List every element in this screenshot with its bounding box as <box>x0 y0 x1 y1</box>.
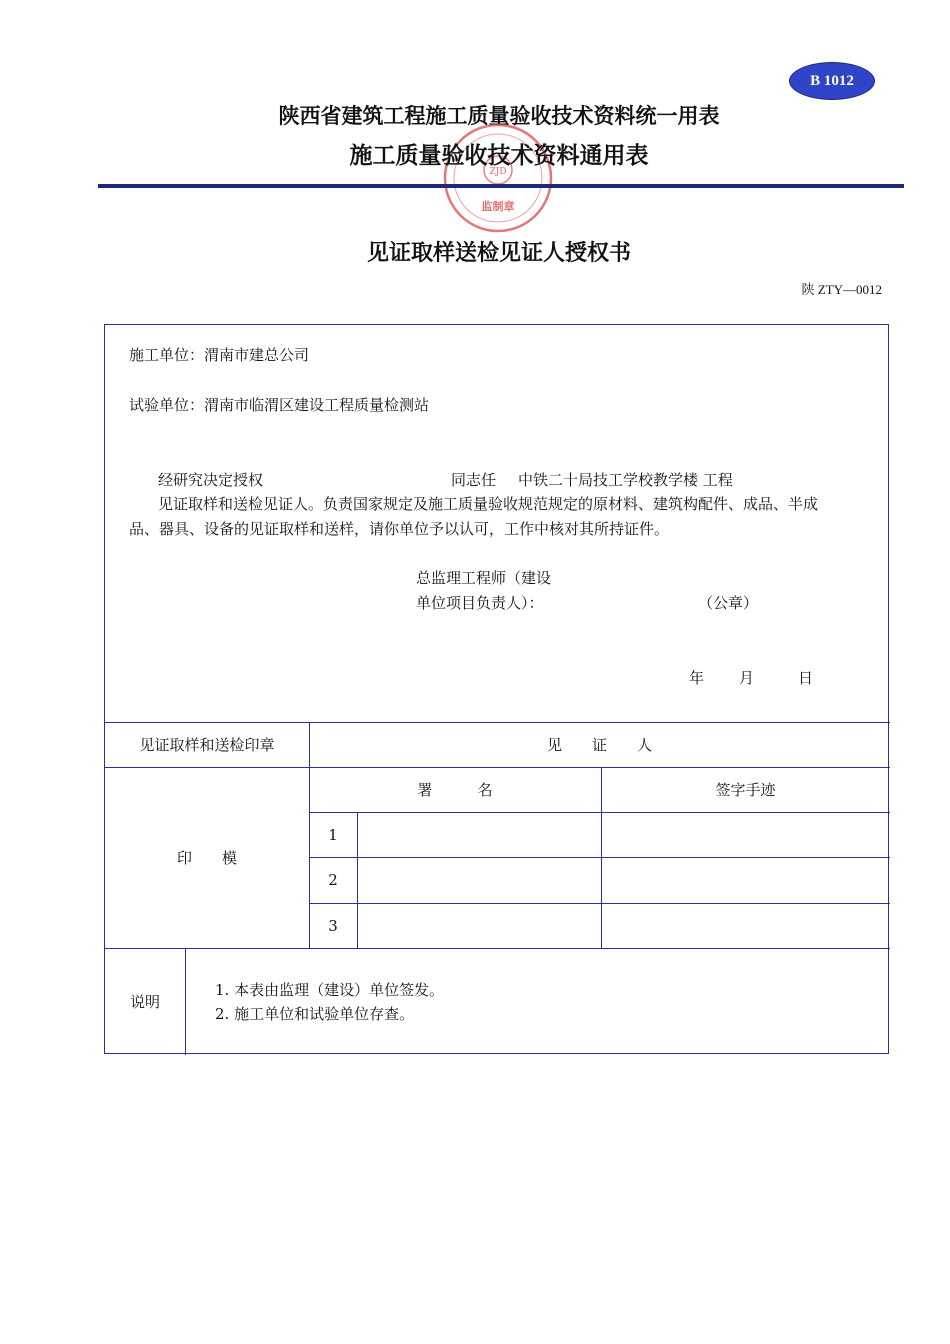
auth-body-line2: 品、器具、设备的见证取样和送样，请你单位予以认可，工作中核对其所持证件。 <box>129 520 670 538</box>
signer-line1: 总监理工程师（建设 <box>416 569 552 587</box>
date-month: 月 <box>739 669 755 687</box>
seal-center-text: ZJD <box>489 167 507 177</box>
sub-title: 施工质量验收技术资料通用表 <box>349 143 649 169</box>
testing-unit: 试验单位：渭南市临渭区建设工程质量检测站 <box>129 396 430 414</box>
auth-comrade: 同志任 <box>451 471 497 489</box>
authorization-form <box>104 324 889 1054</box>
grid-line <box>185 948 186 1055</box>
auth-prefix: 经研究决定授权 <box>158 471 264 489</box>
stamp-mold-label: 印 模 <box>176 849 237 867</box>
header-divider <box>98 184 904 188</box>
document-title: 见证取样送检见证人授权书 <box>366 241 631 266</box>
date-day: 日 <box>798 669 814 687</box>
seal-bottom-text: 监制章 <box>481 200 515 213</box>
signer-line2: 单位项目负责人）： <box>416 594 544 612</box>
notes-label: 说明 <box>129 993 160 1011</box>
main-title: 陕西省建筑工程施工质量验收技术资料统一用表 <box>278 104 720 128</box>
grid-line <box>309 812 890 813</box>
note-item: 1. 本表由监理（建设）单位签发。 <box>215 981 445 999</box>
witness-header: 见 证 人 <box>546 736 652 754</box>
stamp-header: 见证取样和送检印章 <box>139 736 275 754</box>
grid-line <box>357 812 358 948</box>
witness-row-number: 3 <box>328 917 338 935</box>
witness-row-number: 1 <box>328 826 338 844</box>
form-number-badge: B 1012 <box>789 62 875 100</box>
witness-row-number: 2 <box>328 871 338 889</box>
construction-unit: 施工单位：渭南市建总公司 <box>129 346 310 364</box>
grid-line <box>105 948 890 949</box>
auth-project: 中铁二十局技工学校教学楼 工程 <box>518 471 733 489</box>
form-code: 陕 ZTY—0012 <box>801 282 882 297</box>
note-item: 2. 施工单位和试验单位存查。 <box>215 1005 415 1023</box>
grid-line <box>309 903 890 904</box>
grid-line <box>309 857 890 858</box>
official-seal-label: （公章） <box>698 594 759 612</box>
grid-line <box>105 722 890 723</box>
sign-name-header: 署 名 <box>417 781 493 799</box>
date-year: 年 <box>689 669 705 687</box>
handwriting-header: 签字手迹 <box>715 781 776 799</box>
auth-body-line1: 见证取样和送检见证人。负责国家规定及施工质量验收规范规定的原材料、建筑构配件、成品、半成 <box>158 495 819 513</box>
grid-line <box>105 767 890 768</box>
